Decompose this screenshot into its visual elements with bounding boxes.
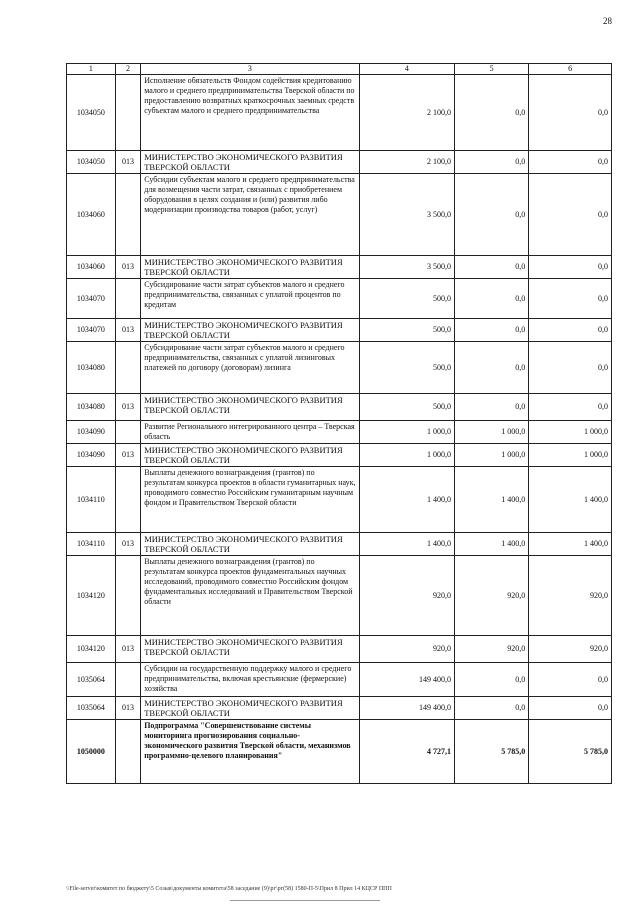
row-value-col6: 0,0 bbox=[529, 151, 612, 174]
row-value-col4: 3 500,0 bbox=[359, 256, 454, 279]
row-value-col5: 0,0 bbox=[455, 663, 529, 697]
table-row bbox=[67, 467, 612, 533]
page-number: 28 bbox=[603, 16, 612, 26]
row-value-col6: 0,0 bbox=[529, 319, 612, 342]
row-value-col5: 920,0 bbox=[455, 636, 529, 663]
row-dept-code: 013 bbox=[115, 636, 140, 663]
row-dept-code: 013 bbox=[115, 319, 140, 342]
row-value-col6: 5 785,0 bbox=[529, 720, 612, 784]
row-dept-code bbox=[115, 467, 140, 533]
row-value-col6: 0,0 bbox=[529, 342, 612, 394]
row-name: Субсидии на государственную поддержку малого и среднего предпринимательства, включая крестьянские (фермерские) хозяйства bbox=[141, 663, 359, 697]
row-value-col6: 0,0 bbox=[529, 256, 612, 279]
header-col-1: 1 bbox=[67, 64, 116, 75]
row-value-col5: 0,0 bbox=[455, 319, 529, 342]
table-row bbox=[67, 75, 612, 151]
row-code: 1034120 bbox=[67, 636, 116, 663]
row-code: 1034070 bbox=[67, 319, 116, 342]
row-value-col6: 0,0 bbox=[529, 174, 612, 256]
table-row bbox=[67, 279, 612, 319]
row-value-col6: 1 400,0 bbox=[529, 533, 612, 556]
row-value-col4: 1 000,0 bbox=[359, 444, 454, 467]
row-value-col5: 920,0 bbox=[455, 556, 529, 636]
row-name: МИНИСТЕРСТВО ЭКОНОМИЧЕСКОГО РАЗВИТИЯ ТВЕРСКОЙ ОБЛАСТИ bbox=[141, 697, 359, 720]
row-value-col5: 1 000,0 bbox=[455, 444, 529, 467]
row-name: Выплаты денежного вознаграждения (грантов) по результатам конкурса проектов фундаментальных научных исследований, проводимого совместно Российским фондом фундаментальных исследований и Правительством Тверской области bbox=[141, 556, 359, 636]
row-value-col4: 149 400,0 bbox=[359, 697, 454, 720]
row-code: 1050000 bbox=[67, 720, 116, 784]
row-name: Развитие Регионального интегрированного центра – Тверская область bbox=[141, 421, 359, 444]
row-value-col6: 0,0 bbox=[529, 663, 612, 697]
row-value-col4: 2 100,0 bbox=[359, 151, 454, 174]
header-col-3: 3 bbox=[141, 64, 359, 75]
row-name: Субсидирование части затрат субъектов малого и среднего предпринимательства, связанных с уплатой лизинговых платежей по договору (договорам) лизинга bbox=[141, 342, 359, 394]
row-dept-code: 013 bbox=[115, 151, 140, 174]
row-value-col5: 5 785,0 bbox=[455, 720, 529, 784]
row-dept-code bbox=[115, 279, 140, 319]
header-col-2: 2 bbox=[115, 64, 140, 75]
row-code: 1034070 bbox=[67, 279, 116, 319]
row-name: Субсидирование части затрат субъектов малого и среднего предпринимательства, связанных с уплатой процентов по кредитам bbox=[141, 279, 359, 319]
table-row bbox=[67, 636, 612, 663]
row-value-col4: 1 400,0 bbox=[359, 467, 454, 533]
row-code: 1034050 bbox=[67, 75, 116, 151]
row-code: 1034120 bbox=[67, 556, 116, 636]
row-dept-code: 013 bbox=[115, 394, 140, 421]
row-value-col4: 3 500,0 bbox=[359, 174, 454, 256]
row-code: 1034110 bbox=[67, 467, 116, 533]
row-value-col4: 920,0 bbox=[359, 636, 454, 663]
row-code: 1034090 bbox=[67, 444, 116, 467]
table-row bbox=[67, 342, 612, 394]
row-value-col6: 0,0 bbox=[529, 75, 612, 151]
row-code: 1034050 bbox=[67, 151, 116, 174]
row-name: МИНИСТЕРСТВО ЭКОНОМИЧЕСКОГО РАЗВИТИЯ ТВЕРСКОЙ ОБЛАСТИ bbox=[141, 319, 359, 342]
row-dept-code bbox=[115, 174, 140, 256]
row-value-col5: 1 000,0 bbox=[455, 421, 529, 444]
row-value-col5: 0,0 bbox=[455, 174, 529, 256]
row-code: 1035064 bbox=[67, 697, 116, 720]
table-row bbox=[67, 256, 612, 279]
table-row bbox=[67, 697, 612, 720]
row-name: Подпрограмма "Совершенствование системы мониторинга прогнозирования социально-экономического развития Тверской области, механизмов программно-целевого планирования" bbox=[141, 720, 359, 784]
row-code: 1034110 bbox=[67, 533, 116, 556]
row-name: Субсидии субъектам малого и среднего предпринимательства для возмещения части затрат, связанных с приобретением оборудования в целях создания и (или) развития либо модернизации производства товаров (работ, услуг) bbox=[141, 174, 359, 256]
row-dept-code bbox=[115, 720, 140, 784]
row-dept-code bbox=[115, 421, 140, 444]
row-name: МИНИСТЕРСТВО ЭКОНОМИЧЕСКОГО РАЗВИТИЯ ТВЕРСКОЙ ОБЛАСТИ bbox=[141, 151, 359, 174]
row-value-col5: 0,0 bbox=[455, 697, 529, 720]
row-dept-code bbox=[115, 556, 140, 636]
row-value-col5: 1 400,0 bbox=[455, 533, 529, 556]
row-value-col6: 920,0 bbox=[529, 556, 612, 636]
row-value-col4: 2 100,0 bbox=[359, 75, 454, 151]
row-value-col4: 500,0 bbox=[359, 394, 454, 421]
table-row bbox=[67, 720, 612, 784]
table-row bbox=[67, 394, 612, 421]
row-value-col5: 0,0 bbox=[455, 75, 529, 151]
row-dept-code: 013 bbox=[115, 533, 140, 556]
row-value-col5: 0,0 bbox=[455, 279, 529, 319]
row-name: МИНИСТЕРСТВО ЭКОНОМИЧЕСКОГО РАЗВИТИЯ ТВЕРСКОЙ ОБЛАСТИ bbox=[141, 533, 359, 556]
table-row bbox=[67, 319, 612, 342]
table-row bbox=[67, 556, 612, 636]
row-value-col6: 1 000,0 bbox=[529, 444, 612, 467]
budget-table bbox=[66, 63, 612, 784]
table-row bbox=[67, 174, 612, 256]
row-value-col6: 0,0 bbox=[529, 697, 612, 720]
row-name: МИНИСТЕРСТВО ЭКОНОМИЧЕСКОГО РАЗВИТИЯ ТВЕРСКОЙ ОБЛАСТИ bbox=[141, 256, 359, 279]
row-value-col6: 920,0 bbox=[529, 636, 612, 663]
row-code: 1034060 bbox=[67, 256, 116, 279]
row-dept-code: 013 bbox=[115, 444, 140, 467]
table-row bbox=[67, 663, 612, 697]
row-dept-code bbox=[115, 663, 140, 697]
row-value-col4: 500,0 bbox=[359, 319, 454, 342]
row-value-col4: 920,0 bbox=[359, 556, 454, 636]
row-dept-code bbox=[115, 75, 140, 151]
table-row bbox=[67, 421, 612, 444]
row-name: МИНИСТЕРСТВО ЭКОНОМИЧЕСКОГО РАЗВИТИЯ ТВЕРСКОЙ ОБЛАСТИ bbox=[141, 636, 359, 663]
row-code: 1035064 bbox=[67, 663, 116, 697]
row-dept-code bbox=[115, 342, 140, 394]
row-name: Выплаты денежного вознаграждения (грантов) по результатам конкурса проектов в области гуманитарных наук, проводимого совместно Российским гуманитарным научным фондом и Правительством Тверской области bbox=[141, 467, 359, 533]
row-value-col6: 1 000,0 bbox=[529, 421, 612, 444]
row-value-col5: 1 400,0 bbox=[455, 467, 529, 533]
row-name: МИНИСТЕРСТВО ЭКОНОМИЧЕСКОГО РАЗВИТИЯ ТВЕРСКОЙ ОБЛАСТИ bbox=[141, 394, 359, 421]
row-code: 1034060 bbox=[67, 174, 116, 256]
row-value-col6: 0,0 bbox=[529, 394, 612, 421]
row-name: Исполнение обязательств Фондом содействия кредитованию малого и среднего предпринимательства Тверской области по предоставлению возвратных краткосрочных заемных средств субъектам малого и среднего предпринимательства bbox=[141, 75, 359, 151]
row-code: 1034090 bbox=[67, 421, 116, 444]
row-value-col4: 1 400,0 bbox=[359, 533, 454, 556]
header-col-6: 6 bbox=[529, 64, 612, 75]
header-col-5: 5 bbox=[455, 64, 529, 75]
row-value-col5: 0,0 bbox=[455, 394, 529, 421]
row-value-col4: 149 400,0 bbox=[359, 663, 454, 697]
footer-divider bbox=[230, 900, 380, 901]
row-dept-code: 013 bbox=[115, 697, 140, 720]
row-value-col5: 0,0 bbox=[455, 256, 529, 279]
row-value-col5: 0,0 bbox=[455, 151, 529, 174]
row-value-col4: 500,0 bbox=[359, 279, 454, 319]
table-row bbox=[67, 533, 612, 556]
row-value-col6: 0,0 bbox=[529, 279, 612, 319]
row-value-col5: 0,0 bbox=[455, 342, 529, 394]
row-code: 1034080 bbox=[67, 394, 116, 421]
table-row bbox=[67, 444, 612, 467]
row-code: 1034080 bbox=[67, 342, 116, 394]
row-value-col4: 4 727,1 bbox=[359, 720, 454, 784]
table-row bbox=[67, 151, 612, 174]
row-value-col6: 1 400,0 bbox=[529, 467, 612, 533]
row-value-col4: 500,0 bbox=[359, 342, 454, 394]
row-dept-code: 013 bbox=[115, 256, 140, 279]
row-value-col4: 1 000,0 bbox=[359, 421, 454, 444]
file-path-footer: \\File-server\комитет по бюджету\5 Созыв\документы комитета\58 заседание (9)\рг\рг(58) 1580-П-5\Прил 8 Прил 14 КЦСР ППП bbox=[66, 886, 392, 892]
row-name: МИНИСТЕРСТВО ЭКОНОМИЧЕСКОГО РАЗВИТИЯ ТВЕРСКОЙ ОБЛАСТИ bbox=[141, 444, 359, 467]
header-col-4: 4 bbox=[359, 64, 454, 75]
table-header-row bbox=[67, 64, 612, 75]
